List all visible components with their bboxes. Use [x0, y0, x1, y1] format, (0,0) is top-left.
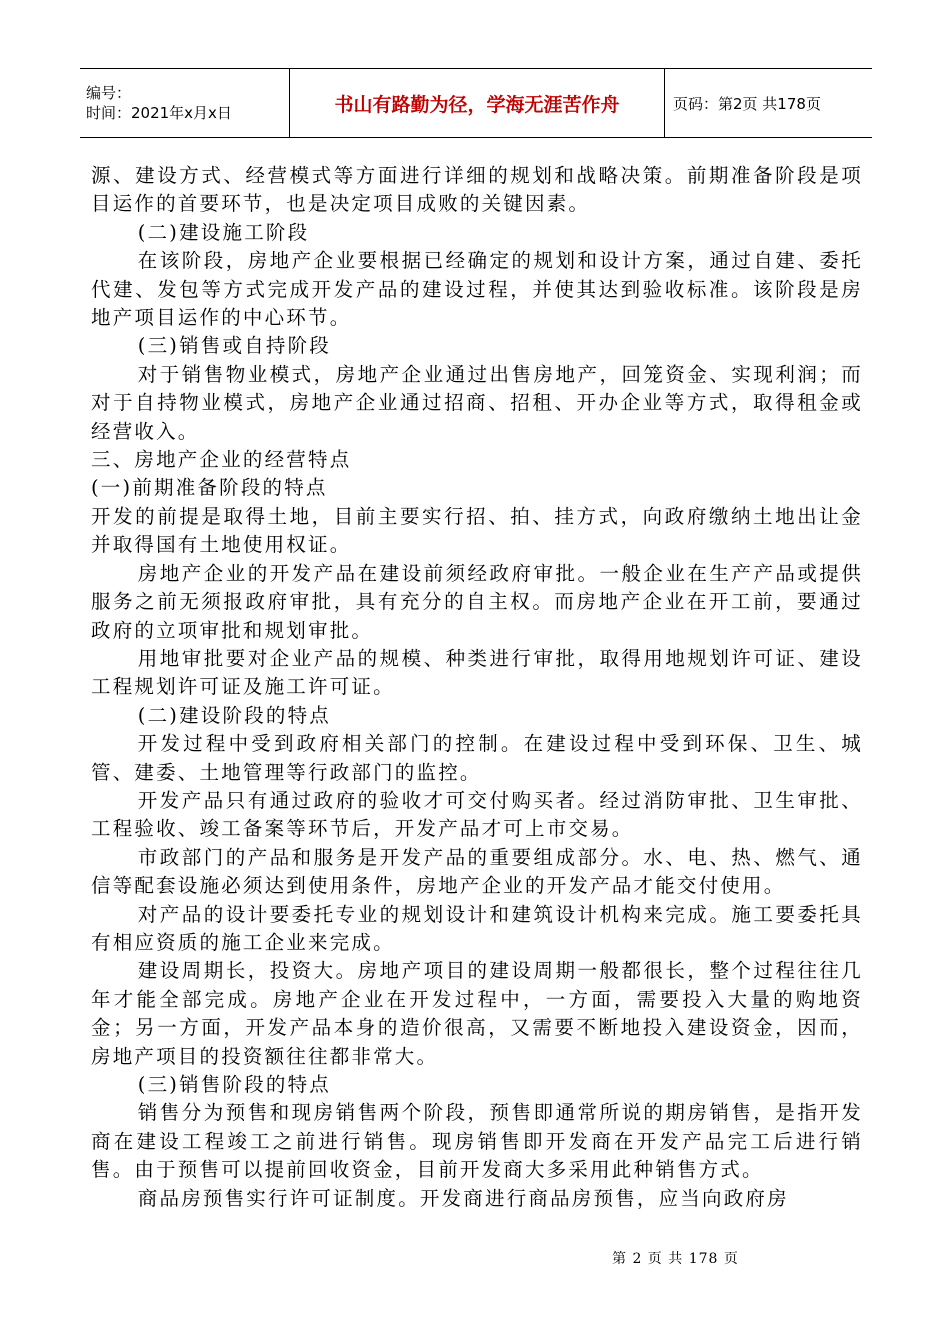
body-paragraph: 建设周期长，投资大。房地产项目的建设周期一般都很长，整个过程往往几年才能全部完成。房地产企业在开发过程中，一方面，需要投入大量的购地资金；另一方面，开发产品本身的造价很高，又需要不断地投入建设资金，因而，房地产项目的投资额往往都非常大。: [91, 959, 863, 1068]
body-paragraph: 商品房预售实行许可证制度。开发商进行商品房预售，应当向政府房: [137, 1186, 789, 1210]
document-number-label: 编号：: [86, 84, 132, 102]
body-paragraph: 销售分为预售和现房销售两个阶段，预售即通常所说的期房销售，是指开发商在建设工程竣工之前进行销售。现房销售即开发商在开发产品完工后进行销售。由于预售可以提前回收资金，目前开发商大多采用此种销售方式。: [91, 1101, 863, 1182]
body-paragraph: 对产品的设计要委托专业的规划设计和建筑设计机构来完成。施工要委托具有相应资质的施工企业来完成。: [91, 902, 863, 954]
footer-page-number: 第 2 页 共 178 页: [612, 1251, 739, 1267]
page-info-text: 页码：第2页 共178页: [673, 94, 821, 113]
section-heading: (三)销售阶段的特点: [137, 1073, 332, 1096]
document-body: [91, 162, 863, 1213]
document-time: 时间：2021年x月x日: [86, 104, 232, 122]
body-paragraph: 开发产品只有通过政府的验收才可交付购买者。经过消防审批、卫生审批、工程验收、竣工备案等环节后，开发产品才可上市交易。: [91, 788, 863, 841]
page-header: [80, 68, 872, 138]
section-heading: (一)前期准备阶段的特点: [91, 476, 328, 500]
section-heading: 三、房地产企业的经营特点: [91, 448, 352, 472]
body-paragraph: 在该阶段，房地产企业要根据已经确定的规划和设计方案，通过自建、委托代建、发包等方式完成开发产品的建设过程，并使其达到验收标准。该阶段是房地产项目运作的中心环节。: [91, 249, 863, 330]
body-paragraph: 开发的前提是取得土地，目前主要实行招、拍、挂方式，向政府缴纳土地出让金并取得国有土地使用权证。: [91, 504, 863, 557]
section-heading: (二)建设施工阶段: [137, 220, 310, 244]
header-motto: [290, 69, 665, 137]
body-paragraph: 源、建设方式、经营模式等方面进行详细的规划和战略决策。前期准备阶段是项目运作的首要环节，也是决定项目成败的关键因素。: [91, 164, 863, 216]
section-heading: (二)建设阶段的特点: [137, 703, 332, 727]
motto-text: 书山有路勤为径，学海无涯苦作舟: [334, 93, 620, 116]
body-paragraph: 房地产企业的开发产品在建设前须经政府审批。一般企业在生产产品或提供服务之前无须报政府审批，具有充分的自主权。而房地产企业在开工前，要通过政府的立项审批和规划审批。: [91, 561, 863, 642]
section-heading: (三)销售或自持阶段: [137, 334, 332, 358]
body-paragraph: 对于销售物业模式，房地产企业通过出售房地产，回笼资金、实现利润；而对于自持物业模式，房地产企业通过招商、招租、开办企业等方式，取得租金或经营收入。: [91, 362, 863, 443]
body-paragraph: 开发过程中受到政府相关部门的控制。在建设过程中受到环保、卫生、城管、建委、土地管理等行政部门的监控。: [91, 732, 863, 784]
header-page-info: [665, 69, 872, 137]
header-meta: [80, 69, 290, 137]
body-paragraph: 市政部门的产品和服务是开发产品的重要组成部分。水、电、热、燃气、通信等配套设施必须达到使用条件，房地产企业的开发产品才能交付使用。: [91, 845, 863, 898]
body-paragraph: 用地审批要对企业产品的规模、种类进行审批，取得用地规划许可证、建设工程规划许可证及施工许可证。: [91, 646, 863, 699]
